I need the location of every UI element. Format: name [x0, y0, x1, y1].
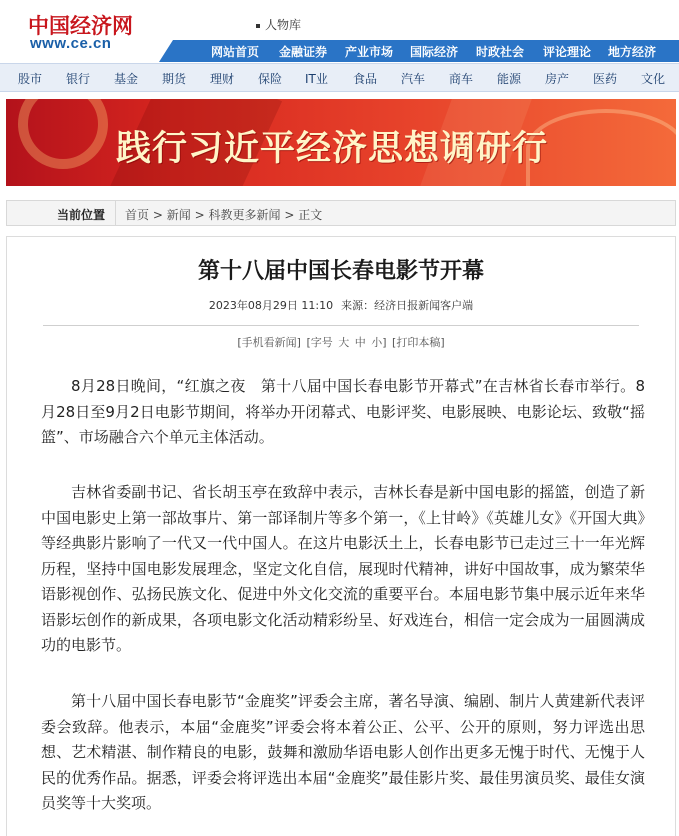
breadcrumb-separator: >	[284, 208, 295, 222]
breadcrumb-news[interactable]: 新闻	[166, 208, 191, 222]
article-title: 第十八届中国长春电影节开幕	[197, 259, 484, 284]
article-paragraph: 吉林省委副书记、省长胡玉亭在致辞中表示，吉林长春是新中国电影的摇篮，创造了新中国电影史上第一部故事片、第一部译制片等多个第一，《上甘岭》《英雄儿女》《开国大典》等经典影片影响了一代又一代中国人。在这片电影沃土上，长春电影节已走过三十一年光辉历程，坚持中国电影发展理念，坚定文化自信，展现时代精神，讲好中国故事，成为繁荣华语影视创作、弘扬民族文化、促进中外文化交流的重要平台。本届电影节集中展示近年来华语影坛创作的新成果，各项电影文化活动精彩纷呈、好戏连台，相信一定会成为一届圆满成功的电影节。	[41, 483, 645, 654]
breadcrumb-separator: >	[194, 208, 205, 222]
article-source: 来源：经济日报新闻客户端	[341, 299, 474, 312]
nav-insurance[interactable]: 保险	[258, 72, 283, 86]
font-small-button[interactable]: 小]	[371, 336, 387, 349]
article-datetime: 2023年08月29日 11:10	[208, 299, 334, 312]
breadcrumb-separator: >	[152, 208, 163, 222]
divider	[43, 325, 639, 326]
logo-chinese: 中国经济网	[28, 13, 133, 38]
secondary-nav	[0, 63, 679, 92]
site-header	[0, 0, 679, 86]
divider	[115, 201, 116, 225]
nav-commentary[interactable]: 评论理论	[543, 45, 592, 59]
font-large-button[interactable]: 大	[338, 336, 350, 349]
article-paragraph: 第十八届中国长春电影节“金鹿奖”评委会主席，著名导演、编剧、制片人黄建新代表评委会致辞。他表示，本届“金鹿奖”评委会将本着公正、公平、公开的原则，努力评选出思想、艺术精湛、制作精良的电影，鼓舞和激励华语电影人创作出更多无愧于时代、无愧于人民的优秀作品。据悉，评委会将评选出本届“金鹿奖”最佳影片奖、最佳男演员奖、最佳女演员奖等十大奖项。	[41, 692, 645, 812]
nav-energy[interactable]: 能源	[497, 72, 522, 86]
nav-banks[interactable]: 银行	[66, 72, 91, 86]
article-tools	[7, 334, 675, 350]
logo-url: www.ce.cn	[30, 35, 112, 52]
breadcrumb-label: 当前位置	[57, 208, 106, 222]
article-meta	[7, 297, 675, 313]
nav-wealth[interactable]: 理财	[210, 72, 235, 86]
nav-funds[interactable]: 基金	[114, 72, 139, 86]
nav-finance[interactable]: 金融证券	[279, 45, 328, 59]
banner-decoration	[526, 109, 676, 186]
nav-culture[interactable]: 文化	[641, 72, 666, 86]
nav-futures[interactable]: 期货	[162, 72, 187, 86]
banner-title: 践行习近平经济思想调研行	[116, 128, 549, 169]
nav-food[interactable]: 食品	[353, 72, 378, 86]
nav-politics[interactable]: 时政社会	[476, 45, 525, 59]
nav-it[interactable]: IT业	[305, 72, 328, 86]
article-container	[6, 236, 676, 836]
mobile-view-link[interactable]: [手机看新闻]	[237, 336, 301, 349]
font-size-label: [字号	[306, 336, 333, 349]
section-label[interactable]	[256, 16, 301, 33]
feature-banner[interactable]	[6, 99, 676, 186]
bullet-icon	[256, 24, 260, 28]
article-paragraph: 8月28日晚间，“红旗之夜 第十八届中国长春电影节开幕式”在吉林省长春市举行。8月28日至9月2日电影节期间，将举办开闭幕式、电影评奖、电影展映、电影论坛、致敬“摇篮”、市场融合六个单元主体活动。	[41, 377, 645, 446]
nav-realestate[interactable]: 房产	[545, 72, 570, 86]
site-logo[interactable]	[28, 10, 148, 54]
breadcrumb-current: 正文	[298, 208, 323, 222]
nav-auto[interactable]: 汽车	[401, 72, 426, 86]
breadcrumb	[6, 200, 676, 226]
nav-international[interactable]: 国际经济	[410, 45, 459, 59]
nav-home[interactable]: 网站首页	[211, 45, 260, 59]
nav-commercial[interactable]: 商车	[449, 72, 474, 86]
primary-nav	[173, 40, 679, 62]
print-link[interactable]: [打印本稿]	[392, 336, 445, 349]
breadcrumb-home[interactable]: 首页	[125, 208, 150, 222]
nav-medicine[interactable]: 医药	[593, 72, 618, 86]
nav-stocks[interactable]: 股市	[18, 72, 43, 86]
breadcrumb-trail	[125, 206, 322, 223]
breadcrumb-category[interactable]: 科教更多新闻	[208, 208, 281, 222]
banner-decoration	[18, 99, 108, 169]
font-medium-button[interactable]: 中	[354, 336, 366, 349]
section-label-text: 人物库	[265, 18, 302, 32]
nav-local[interactable]: 地方经济	[608, 45, 657, 59]
nav-industry[interactable]: 产业市场	[345, 45, 394, 59]
